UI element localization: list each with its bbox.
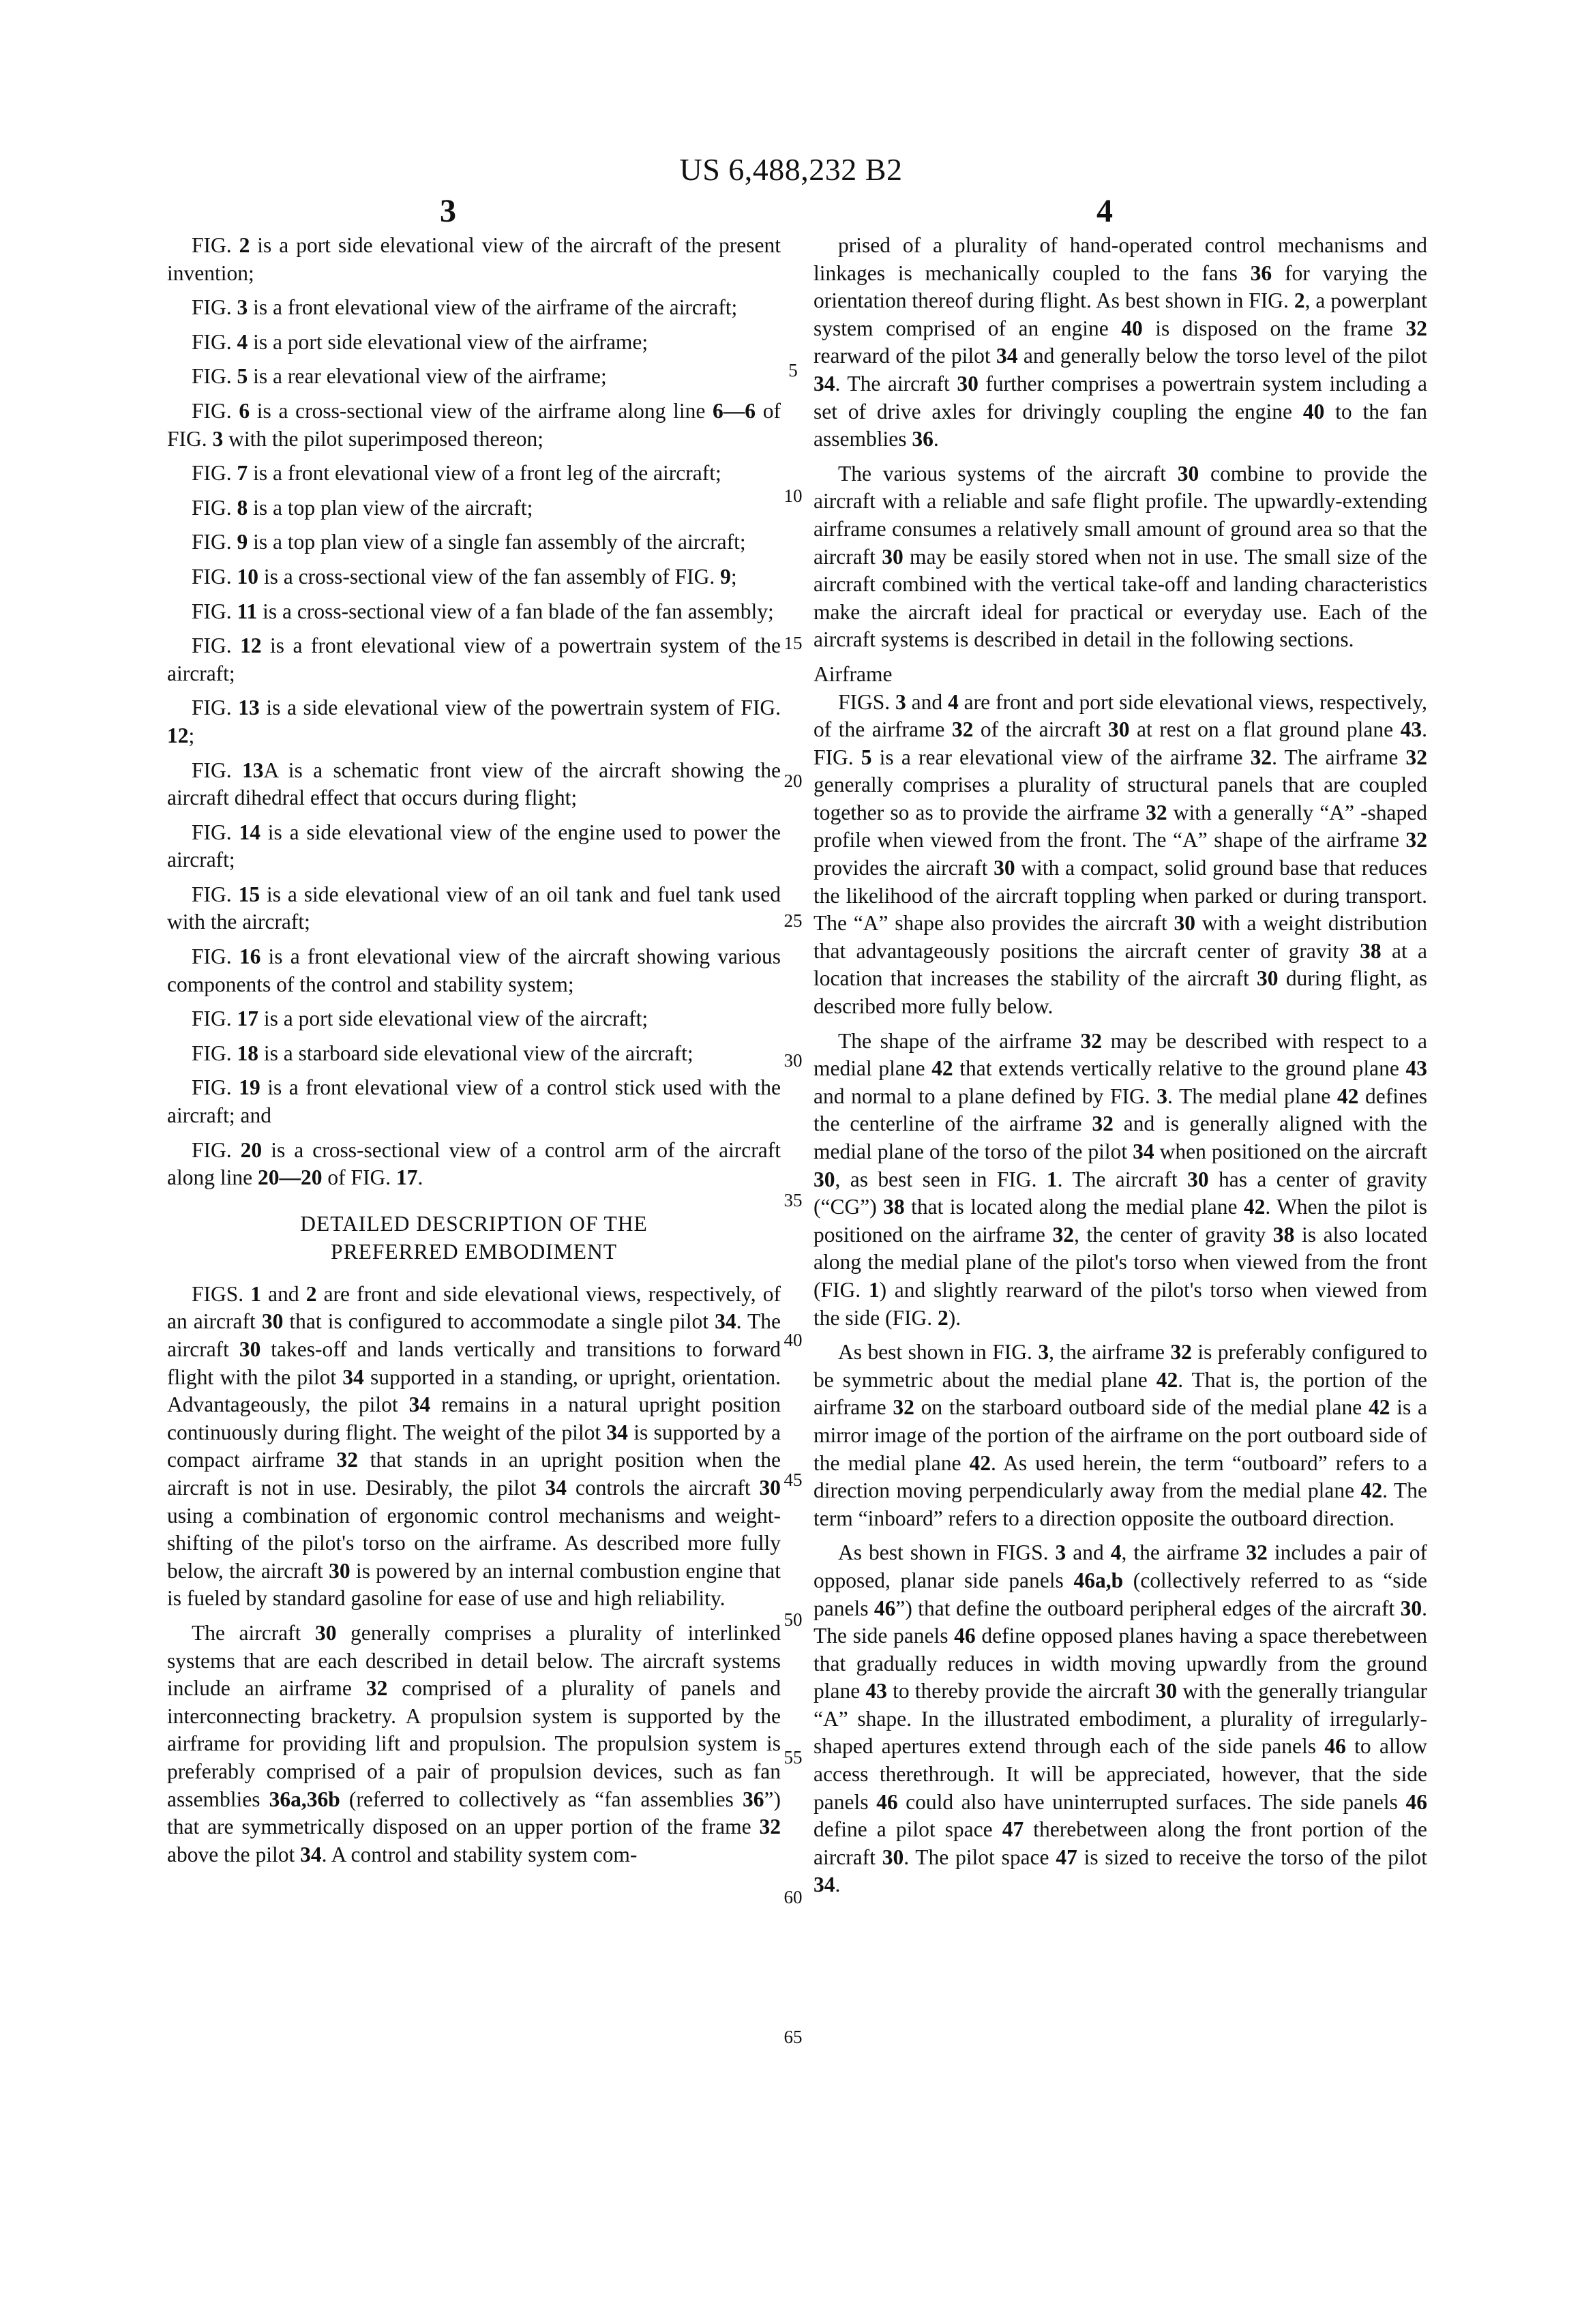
text-run: .	[417, 1165, 423, 1190]
text-run: prised of a plurality of hand-operated control mechanisms and linkages is mechanically coupled to the fans	[814, 233, 1427, 285]
line-number: 65	[783, 2027, 803, 2047]
text-run: FIG.	[192, 461, 237, 486]
paragraph	[814, 1028, 1427, 1332]
text-run: controls the aircraft	[566, 1475, 760, 1500]
text-run: ;	[730, 564, 737, 589]
text-run: with a generally “A” -shaped profile when viewed from the front. The “A” shape of the airframe	[814, 800, 1428, 852]
reference-numeral: 7	[237, 461, 248, 486]
text-run: is a front elevational view of the aircraft showing various components of the control and stability system;	[167, 944, 781, 996]
reference-numeral: 47	[1056, 1845, 1077, 1869]
text-run: and normal to a plane defined by FIG.	[814, 1084, 1157, 1108]
paragraph	[814, 232, 1427, 453]
figure-description	[167, 632, 781, 687]
text-run: FIG.	[192, 599, 237, 623]
figure-description	[167, 694, 781, 749]
reference-numeral: 32	[1080, 1028, 1102, 1053]
reference-numeral: 36	[743, 1787, 764, 1811]
reference-numeral: 5	[861, 745, 872, 769]
reference-numeral: 32	[1246, 1540, 1268, 1565]
text-run: . The term “inboard” refers to a direction opposite the outboard direction.	[814, 1478, 1428, 1530]
reference-numeral: 46	[1405, 1789, 1427, 1814]
text-run: that is configured to accommodate a single pilot	[283, 1309, 715, 1334]
line-number: 10	[783, 486, 803, 506]
text-run: FIG.	[192, 329, 237, 354]
text-run: FIG.	[192, 820, 239, 844]
reference-numeral: 9	[720, 564, 731, 589]
figure-description	[167, 943, 781, 998]
figure-description	[167, 819, 781, 874]
reference-numeral: 13	[238, 696, 260, 720]
reference-numeral: 38	[883, 1195, 905, 1219]
text-run: could also have uninterrupted surfaces. The side panels	[897, 1789, 1406, 1814]
reference-numeral: 30	[1187, 1167, 1209, 1191]
text-run: The aircraft	[192, 1620, 315, 1645]
reference-numeral: 30	[1177, 461, 1199, 486]
text-run: of FIG.	[322, 1165, 396, 1190]
text-run: to allow access therethrough. It will be appreciated, however, that the side panels	[814, 1734, 1427, 1814]
reference-numeral: 9	[237, 530, 248, 554]
reference-numeral: 42	[1156, 1367, 1178, 1392]
reference-numeral: 30	[239, 1337, 261, 1361]
text-run: is a cross-sectional view of the airframe along line	[250, 398, 713, 423]
line-number: 60	[783, 1887, 803, 1907]
reference-numeral: 3	[1055, 1540, 1066, 1565]
text-run: with the pilot superimposed thereon;	[223, 426, 544, 451]
text-run: . A control and stability system com-	[321, 1842, 638, 1866]
reference-numeral: 34	[1133, 1139, 1154, 1163]
reference-numeral: 30	[882, 544, 904, 569]
text-run: is a top plan view of the aircraft;	[248, 495, 533, 520]
text-run: and	[1066, 1540, 1111, 1565]
reference-numeral: 34	[408, 1392, 431, 1417]
paragraph	[167, 1281, 781, 1613]
text-run: that is located along the medial plane	[904, 1195, 1244, 1219]
reference-numeral: 42	[969, 1450, 991, 1475]
left-column-number: 3	[440, 193, 456, 229]
text-run: . The aircraft	[167, 1309, 781, 1361]
reference-numeral: 6—6	[713, 398, 756, 423]
text-run: FIG.	[192, 233, 239, 257]
reference-numeral: 6	[239, 398, 250, 423]
text-run: . That is, the portion of the airframe	[814, 1367, 1427, 1420]
paragraph	[814, 1539, 1427, 1899]
right-paragraphs-intro	[814, 232, 1427, 654]
figure-description	[167, 1137, 781, 1192]
reference-numeral: 34	[814, 1873, 835, 1897]
reference-numeral: 32	[1250, 745, 1272, 769]
text-run: is a rear elevational view of the airframe	[871, 745, 1251, 769]
text-run: is a cross-sectional view of a control arm of the aircraft along line	[167, 1137, 781, 1190]
text-run: remains in a natural upright position continuously during flight. The weight of the pilot	[167, 1392, 781, 1444]
text-run: are front and port side elevational views, respectively, of the airframe	[814, 689, 1428, 742]
reference-numeral: 42	[1369, 1395, 1390, 1420]
reference-numeral: 30	[1257, 966, 1279, 991]
text-run: FIG.	[192, 495, 237, 520]
reference-numeral: 32	[1405, 745, 1427, 769]
text-run: at a location that increases the stability of the aircraft	[814, 938, 1427, 991]
text-run: is a port side elevational view of the aircraft of the present invention;	[167, 233, 781, 285]
reference-numeral: 34	[606, 1420, 628, 1444]
reference-numeral: 1	[1046, 1167, 1058, 1191]
reference-numeral: 30	[957, 371, 979, 396]
figure-description	[167, 563, 781, 591]
text-run: FIG.	[192, 1075, 239, 1100]
text-run: FIG.	[192, 1007, 237, 1031]
reference-numeral: 32	[759, 1815, 781, 1839]
reference-numeral: 3	[895, 689, 906, 714]
text-run: that extends vertically relative to the ground plane	[953, 1056, 1406, 1081]
text-run: are front and side elevational views, respectively, of an aircraft	[167, 1281, 781, 1334]
paragraph	[814, 689, 1427, 1021]
line-number: 20	[783, 771, 803, 791]
text-run: is a side elevational view of an oil tank and fuel tank used with the aircraft;	[167, 882, 781, 934]
text-run: FIG.	[192, 364, 237, 389]
reference-numeral: 30	[1174, 911, 1195, 936]
patent-number: US 6,488,232 B2	[679, 152, 903, 187]
text-run: FIG.	[192, 564, 237, 589]
figure-description	[167, 294, 781, 322]
text-run: is disposed on the frame	[1142, 316, 1406, 340]
reference-numeral: 2	[1294, 288, 1305, 313]
figure-description	[167, 598, 781, 626]
reference-numeral: 1	[250, 1281, 262, 1306]
text-run: A is a schematic front view of the aircraft showing the aircraft dihedral effect that occurs during flight;	[167, 758, 781, 810]
reference-numeral: 42	[1337, 1084, 1359, 1108]
text-run: and is generally aligned with the medial plane of the torso of the pilot	[814, 1112, 1427, 1163]
text-run: FIG.	[192, 530, 237, 554]
paragraph	[167, 1620, 781, 1868]
text-run: comprised of a plurality of panels and interconnecting bracketry. A propulsion system is supported by the airframe for providing lift and propulsion. The propulsion system is preferably comprised of a pair of propulsion devices, such as fan assemblies	[167, 1676, 781, 1811]
text-run: is sized to receive the torso of the pilot	[1077, 1845, 1427, 1869]
reference-numeral: 17	[237, 1007, 259, 1031]
text-run: FIGS.	[838, 689, 896, 714]
text-run: is a front elevational view of the airframe of the aircraft;	[248, 295, 738, 320]
reference-numeral: 30	[261, 1309, 284, 1334]
section-heading-line-1: DETAILED DESCRIPTION OF THE	[300, 1211, 648, 1236]
figure-description	[167, 528, 781, 556]
reference-numeral: 30	[314, 1620, 337, 1645]
text-run: ”) that are symmetrically disposed on an upper portion of the frame	[167, 1787, 781, 1839]
reference-numeral: 20	[240, 1137, 263, 1162]
reference-numeral: 46	[1324, 1734, 1346, 1759]
text-run: define opposed planes having a space therebetween that gradually reduces in width moving upwardly from the ground plane	[814, 1624, 1428, 1703]
text-run: with the generally triangular “A” shape. In the illustrated embodiment, a plurality of irregularly-shaped apertures extend through each of the side panels	[814, 1679, 1427, 1759]
figure-description	[167, 329, 781, 357]
reference-numeral: 15	[238, 882, 260, 906]
text-run: . The side panels	[814, 1596, 1427, 1648]
figure-description	[167, 1040, 781, 1068]
text-run: supported in a standing, or upright, orientation. Advantageously, the pilot	[167, 1365, 781, 1417]
line-number: 40	[783, 1330, 803, 1350]
reference-numeral: 32	[1405, 828, 1427, 852]
text-run: , the center of gravity	[1073, 1222, 1273, 1247]
text-run: , the airframe	[1121, 1540, 1247, 1565]
text-run: ).	[948, 1305, 961, 1330]
reference-numeral: 43	[1405, 1056, 1427, 1081]
reference-numeral: 34	[342, 1365, 364, 1389]
reference-numeral: 34	[300, 1842, 322, 1866]
section-heading	[167, 1210, 781, 1266]
right-paragraphs-airframe	[814, 689, 1427, 1900]
reference-numeral: 34	[996, 344, 1018, 368]
reference-numeral: 30	[882, 1845, 904, 1869]
line-number: 15	[783, 633, 803, 653]
reference-numeral: 42	[1360, 1478, 1383, 1503]
text-run: ”) that define the outboard peripheral edges of the aircraft	[895, 1596, 1401, 1620]
reference-numeral: 46a,b	[1073, 1568, 1124, 1592]
text-run: is a mirror image of the portion of the airframe on the port outboard side of the medial plane	[814, 1395, 1427, 1475]
reference-numeral: 46	[954, 1624, 976, 1648]
text-run: . The airframe	[1272, 745, 1406, 769]
reference-numeral: 3	[1038, 1340, 1049, 1365]
text-run: is a starboard side elevational view of the aircraft;	[258, 1041, 693, 1065]
text-run: and	[261, 1281, 306, 1306]
reference-numeral: 32	[1092, 1112, 1114, 1136]
text-run: is supported by a compact airframe	[167, 1420, 781, 1472]
text-run: FIGS.	[192, 1281, 251, 1306]
reference-numeral: 30	[759, 1475, 781, 1500]
reference-numeral: 46	[874, 1596, 896, 1620]
text-run: is a rear elevational view of the airframe;	[248, 364, 607, 389]
line-number: 50	[783, 1609, 803, 1630]
text-run: . The medial plane	[1167, 1084, 1337, 1108]
text-run: is a front elevational view of a powertrain system of the aircraft;	[167, 634, 781, 685]
figure-description	[167, 460, 781, 488]
reference-numeral: 42	[1243, 1195, 1266, 1219]
text-run: FIG.	[192, 758, 242, 782]
text-run: ;	[188, 723, 195, 747]
text-run: above the pilot	[167, 1842, 301, 1866]
text-run: with a compact, solid ground base that reduces the likelihood of the aircraft toppling when parked or during transport. The “A” shape also provides the aircraft	[814, 856, 1427, 936]
reference-numeral: 20—20	[257, 1165, 323, 1190]
line-number: 55	[783, 1747, 803, 1768]
reference-numeral: 4	[1110, 1540, 1122, 1565]
text-run: is a side elevational view of the powertrain system of FIG.	[259, 696, 781, 720]
reference-numeral: 16	[239, 944, 261, 969]
reference-numeral: 32	[893, 1395, 914, 1420]
text-run: (collectively referred to as “side panels	[814, 1568, 1427, 1620]
figure-description	[167, 1005, 781, 1033]
text-run: that stands in an upright position when the aircraft is not in use. Desirably, the pilot	[167, 1448, 781, 1500]
line-number: 45	[783, 1470, 803, 1490]
reference-numeral: 30	[1155, 1679, 1178, 1703]
text-run: is a front elevational view of a control stick used with the aircraft; and	[167, 1075, 781, 1128]
text-run: is also located along the medial plane of the pilot's torso when viewed from the front (FIG.	[814, 1222, 1427, 1302]
reference-numeral: 3	[1156, 1084, 1168, 1108]
text-run: is a top plan view of a single fan assembly of the aircraft;	[248, 530, 746, 554]
text-run: is preferably configured to be symmetric about the medial plane	[814, 1340, 1427, 1392]
figure-description	[167, 232, 781, 287]
reference-numeral: 32	[1052, 1222, 1074, 1247]
reference-numeral: 46	[876, 1789, 898, 1814]
text-run: . FIG.	[814, 717, 1428, 769]
text-run: , the airframe	[1049, 1340, 1171, 1365]
text-run: and	[906, 689, 949, 714]
text-run: using a combination of ergonomic control mechanisms and weight-shifting of the pilot's torso on the airframe. As described more fully below, the aircraft	[167, 1503, 781, 1583]
reference-numeral: 30	[814, 1167, 835, 1191]
text-run: , a powerplant system comprised of an engine	[814, 288, 1428, 340]
text-run: is a port side elevational view of the aircraft;	[258, 1007, 648, 1031]
subheading-airframe: Airframe	[814, 661, 893, 686]
reference-numeral: 30	[329, 1558, 350, 1583]
text-run: , as best seen in FIG.	[835, 1167, 1047, 1191]
reference-numeral: 42	[931, 1056, 953, 1081]
text-run: . As used herein, the term “outboard” refers to a direction moving perpendicularly away from the medial plane	[814, 1450, 1428, 1503]
reference-numeral: 32	[336, 1448, 359, 1472]
text-run: to the fan assemblies	[814, 399, 1427, 451]
left-paragraphs	[167, 1281, 781, 1868]
text-run: is a port side elevational view of the airframe;	[248, 329, 648, 354]
reference-numeral: 2	[305, 1281, 317, 1306]
text-run: . When the pilot is positioned on the airframe	[814, 1195, 1427, 1247]
text-run: of FIG.	[167, 398, 781, 451]
text-run: during flight, as described more fully below.	[814, 966, 1427, 1019]
figure-description	[167, 363, 781, 391]
text-run: to thereby provide the aircraft	[886, 1679, 1156, 1703]
paragraph	[814, 460, 1427, 654]
text-run: therebetween along the front portion of the aircraft	[814, 1817, 1427, 1869]
figure-description	[167, 1074, 781, 1129]
text-run: provides the aircraft	[814, 856, 994, 880]
reference-numeral: 36	[1250, 260, 1272, 285]
reference-numeral: 34	[545, 1475, 567, 1500]
section-heading-line-2: PREFERRED EMBODIMENT	[331, 1239, 617, 1264]
reference-numeral: 3	[237, 295, 248, 320]
text-run: . The aircraft	[1057, 1167, 1188, 1191]
reference-numeral: 47	[1002, 1817, 1024, 1842]
reference-numeral: 30	[1400, 1596, 1422, 1620]
figure-description-list	[167, 232, 781, 1192]
left-column	[167, 232, 781, 1875]
text-run: generally comprises a plurality of structural panels that are coupled together so as to provide the airframe	[814, 773, 1427, 824]
reference-numeral: 14	[239, 820, 260, 844]
reference-numeral: 36	[912, 427, 934, 451]
figure-description	[167, 494, 781, 522]
text-run: . The pilot space	[904, 1845, 1056, 1869]
reference-numeral: 12	[167, 723, 189, 747]
text-run: further comprises a powertrain system including a set of drive axles for drivingly coupling the engine	[814, 371, 1427, 423]
reference-numeral: 12	[240, 634, 262, 658]
reference-numeral: 38	[1360, 938, 1382, 963]
text-run: rearward of the pilot	[814, 344, 997, 368]
reference-numeral: 18	[237, 1041, 259, 1065]
text-run: and generally below the torso level of the pilot	[1017, 344, 1427, 368]
reference-numeral: 17	[395, 1165, 418, 1190]
figure-description	[167, 881, 781, 936]
text-run: .	[835, 1873, 841, 1897]
text-run: (referred to collectively as “fan assemblies	[340, 1787, 743, 1811]
right-column-number: 4	[1096, 193, 1113, 229]
reference-numeral: 32	[951, 717, 974, 742]
text-run: includes a pair of opposed, planar side panels	[814, 1540, 1427, 1592]
reference-numeral: 32	[1170, 1340, 1192, 1365]
reference-numeral: 13	[241, 758, 264, 782]
reference-numeral: 3	[212, 426, 224, 451]
reference-numeral: 2	[937, 1305, 949, 1330]
reference-numeral: 5	[237, 364, 248, 389]
text-run: FIG.	[192, 1041, 237, 1065]
text-run: with a weight distribution that advantageously positions the aircraft center of gravity	[814, 911, 1427, 963]
reference-numeral: 30	[1108, 717, 1130, 742]
text-run: is a cross-sectional view of the fan assembly of FIG.	[258, 564, 721, 589]
reference-numeral: 2	[239, 233, 250, 257]
line-number: 35	[783, 1190, 803, 1210]
text-run: at rest on a flat ground plane	[1129, 717, 1401, 742]
text-run: FIG.	[192, 882, 239, 906]
text-run: The shape of the airframe	[838, 1028, 1081, 1053]
text-run: is a side elevational view of the engine used to power the aircraft;	[167, 820, 781, 872]
text-run: takes-off and lands vertically and transitions to forward flight with the pilot	[167, 1337, 781, 1389]
reference-numeral: 1	[868, 1277, 880, 1302]
reference-numeral: 32	[1405, 316, 1428, 340]
reference-numeral: 8	[237, 495, 248, 520]
paragraph	[814, 1339, 1427, 1532]
text-run: .	[933, 427, 939, 451]
reference-numeral: 36a,36b	[269, 1787, 340, 1811]
reference-numeral: 38	[1272, 1222, 1295, 1247]
line-number: 25	[783, 910, 803, 931]
reference-numeral: 4	[237, 329, 248, 354]
text-run: is a front elevational view of a front leg of the aircraft;	[248, 461, 721, 486]
text-run: ) and slightly rearward of the pilot's torso when viewed from the side (FIG.	[814, 1277, 1427, 1330]
text-run: FIG.	[192, 398, 239, 423]
text-run: FIG.	[192, 1137, 241, 1162]
reference-numeral: 43	[1400, 717, 1422, 742]
reference-numeral: 19	[239, 1075, 260, 1100]
reference-numeral: 43	[865, 1679, 887, 1703]
reference-numeral: 34	[814, 371, 835, 396]
text-run: defines the centerline of the airframe	[814, 1084, 1427, 1136]
text-run: on the starboard outboard side of the medial plane	[914, 1395, 1369, 1420]
right-column	[814, 232, 1427, 1906]
text-run: FIG.	[192, 696, 239, 720]
text-run: The various systems of the aircraft	[838, 461, 1178, 486]
text-run: has a center of gravity (“CG”)	[814, 1167, 1427, 1219]
reference-numeral: 32	[1146, 800, 1167, 824]
text-run: define a pilot space	[814, 1817, 1002, 1842]
text-run: generally comprises a plurality of interlinked systems that are each described in detail below. The aircraft systems include an airframe	[167, 1620, 781, 1701]
text-run: FIG.	[192, 944, 239, 969]
figure-description	[167, 398, 781, 453]
text-run: may be described with respect to a medial plane	[814, 1028, 1427, 1081]
text-run: . The aircraft	[835, 371, 957, 396]
text-run: of the aircraft	[973, 717, 1109, 742]
text-run: FIG.	[192, 295, 237, 320]
reference-numeral: 11	[237, 599, 258, 623]
reference-numeral: 10	[237, 564, 259, 589]
reference-numeral: 4	[948, 689, 959, 714]
reference-numeral: 30	[994, 856, 1015, 880]
reference-numeral: 32	[365, 1676, 388, 1701]
figure-description	[167, 757, 781, 812]
text-run: As best shown in FIG.	[838, 1340, 1039, 1365]
line-number: 30	[783, 1050, 803, 1071]
text-run: for varying the orientation thereof during flight. As best shown in FIG.	[814, 260, 1428, 313]
text-run: is a cross-sectional view of a fan blade of the fan assembly;	[257, 599, 774, 623]
text-run: FIG.	[192, 634, 241, 658]
text-run: As best shown in FIGS.	[838, 1540, 1056, 1565]
text-run: is powered by an internal combustion engine that is fueled by standard gasoline for ease of use and high reliability.	[167, 1558, 781, 1611]
reference-numeral: 40	[1121, 316, 1143, 340]
text-run: combine to provide the aircraft with a reliable and safe flight profile. The upwardly-extending airframe consumes a relatively small amount of ground area so that the aircraft	[814, 461, 1427, 569]
text-run: when positioned on the aircraft	[1154, 1139, 1427, 1163]
reference-numeral: 34	[715, 1309, 736, 1334]
line-number: 5	[788, 360, 798, 381]
text-run: may be easily stored when not in use. The small size of the aircraft combined with the vertical take-off and landing characteristics make the aircraft ideal for practical or everyday use. Each of the aircraft systems is described in detail in the following sections.	[814, 544, 1427, 652]
reference-numeral: 40	[1302, 399, 1325, 423]
